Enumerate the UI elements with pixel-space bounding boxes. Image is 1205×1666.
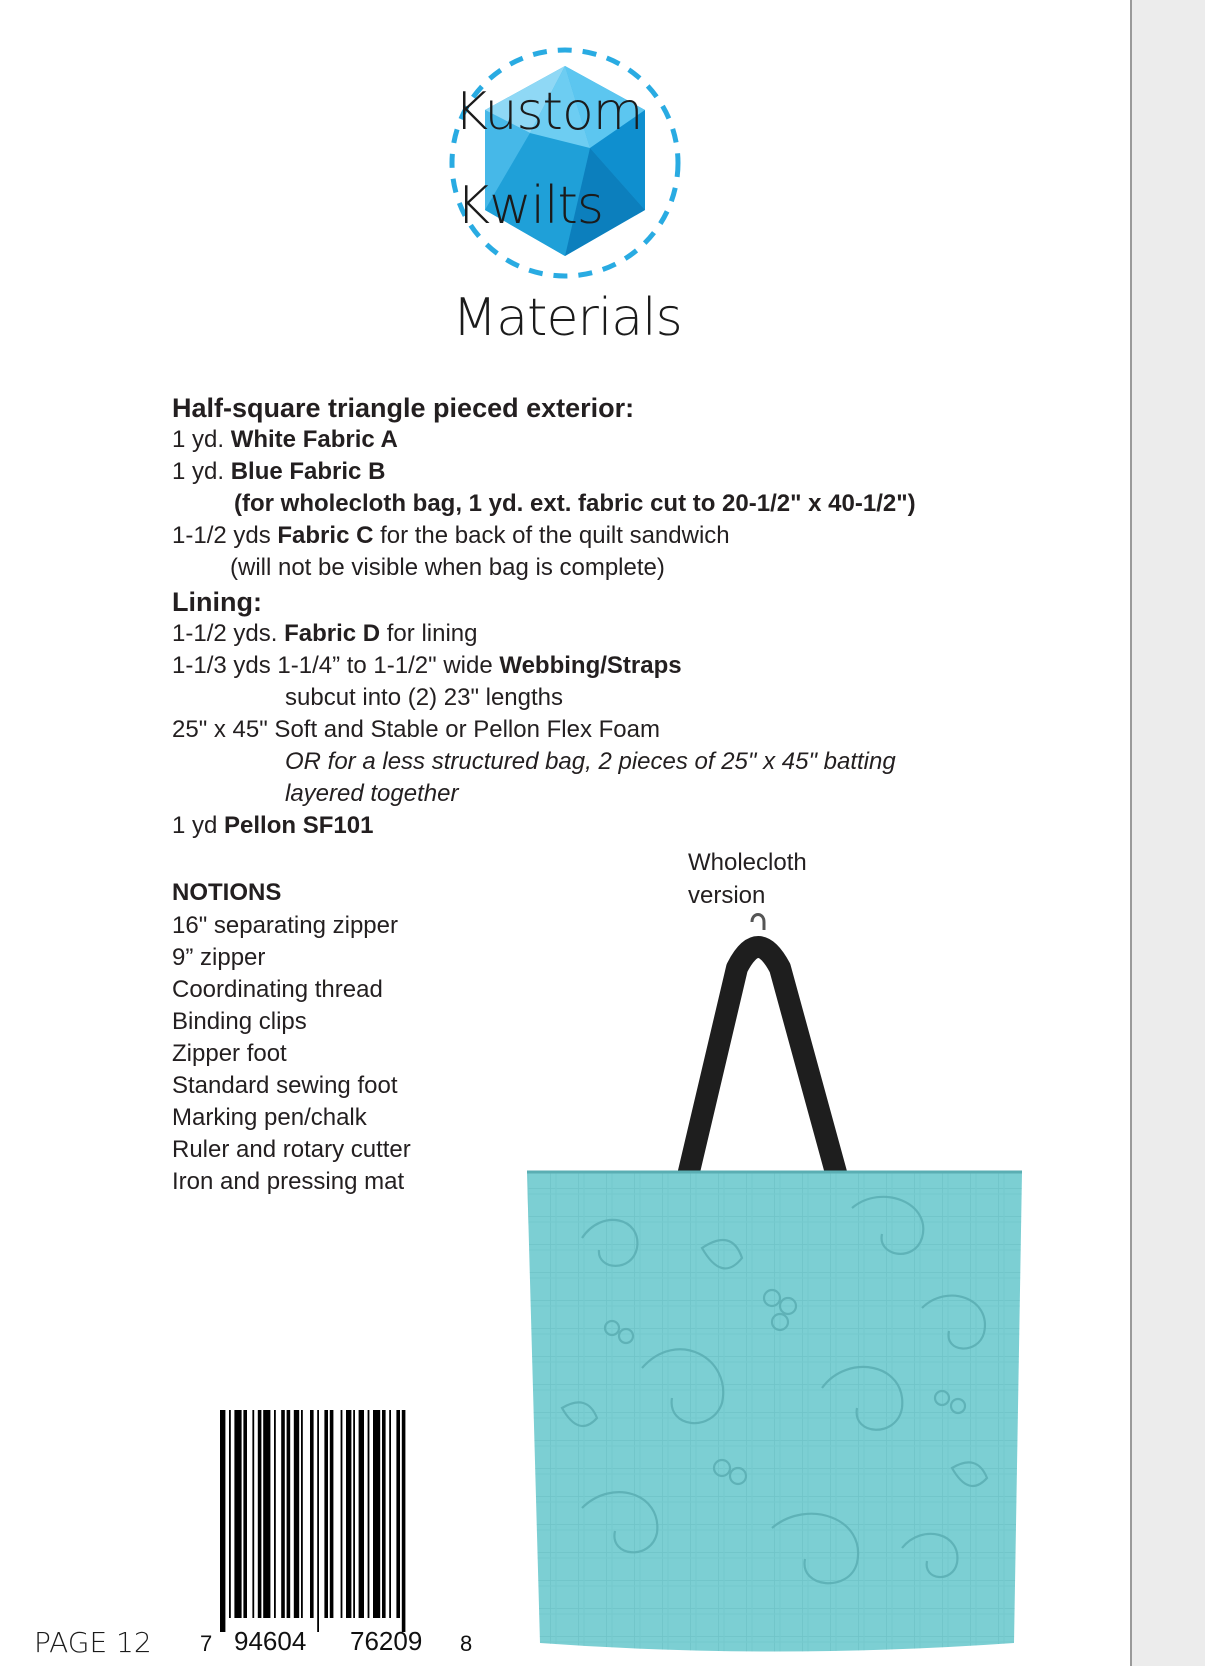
material-note: OR for a less structured bag, 2 pieces of 25" x 45" batting bbox=[285, 748, 896, 775]
exterior-heading: Half-square triangle pieced exterior: bbox=[172, 393, 635, 423]
tote-bag-photo bbox=[522, 908, 1028, 1658]
photo-caption bbox=[688, 846, 807, 912]
lining-heading: Lining: bbox=[172, 587, 262, 617]
barcode-bar bbox=[229, 1410, 231, 1618]
notion-item: Marking pen/chalk bbox=[172, 1104, 367, 1131]
logo-word-kustom: Kustom bbox=[454, 82, 643, 142]
barcode-bar bbox=[301, 1410, 303, 1618]
barcode-digits: 94604 bbox=[234, 1626, 307, 1656]
barcode-bar bbox=[373, 1410, 380, 1618]
material-note: (for wholecloth bag, 1 yd. ext. fabric cut to 20-1/2" x 40-1/2") bbox=[234, 490, 916, 517]
tote-bag-image bbox=[522, 908, 1028, 1658]
page-number: PAGE 12 bbox=[34, 1626, 152, 1659]
notion-item: 9” zipper bbox=[172, 944, 266, 971]
logo-graphic bbox=[440, 38, 690, 288]
barcode-bar bbox=[324, 1410, 328, 1618]
barcode-bar bbox=[396, 1410, 400, 1618]
barcode-bar bbox=[252, 1410, 254, 1618]
notion-item: Coordinating thread bbox=[172, 976, 383, 1003]
material-note: layered together bbox=[285, 780, 459, 807]
barcode bbox=[200, 1410, 490, 1666]
materials-list bbox=[172, 392, 1032, 842]
barcode-bar bbox=[368, 1410, 370, 1618]
barcode-bar bbox=[274, 1410, 276, 1618]
barcode-bar bbox=[389, 1410, 391, 1618]
logo-word-kwilts: Kwilts bbox=[456, 176, 604, 236]
barcode-bar bbox=[220, 1410, 225, 1632]
material-line: 1-1/2 yds. Fabric D for lining bbox=[172, 620, 478, 647]
barcode-bar bbox=[359, 1410, 364, 1618]
material-line: 1 yd. White Fabric A bbox=[172, 426, 398, 453]
barcode-bar bbox=[258, 1410, 262, 1618]
material-note: (will not be visible when bag is complete) bbox=[230, 554, 665, 581]
barcode-bar bbox=[263, 1410, 270, 1618]
barcode-bar bbox=[234, 1410, 241, 1618]
notions-list bbox=[172, 876, 411, 1198]
barcode-bar bbox=[287, 1410, 291, 1618]
barcode-bar bbox=[346, 1410, 351, 1618]
barcode-digits: 76209 bbox=[350, 1626, 423, 1656]
caption-line: version bbox=[688, 882, 766, 909]
barcode-digit: 8 bbox=[460, 1631, 473, 1656]
barcode-bar bbox=[243, 1410, 247, 1618]
kustom-kwilts-logo bbox=[440, 38, 690, 288]
notion-item: Binding clips bbox=[172, 1008, 307, 1035]
notion-item: 16" separating zipper bbox=[172, 912, 398, 939]
barcode-bar bbox=[402, 1410, 406, 1632]
barcode-bar bbox=[317, 1410, 319, 1632]
notion-item: Standard sewing foot bbox=[172, 1072, 398, 1099]
notions-heading: NOTIONS bbox=[172, 879, 282, 906]
barcode-bar bbox=[353, 1410, 355, 1618]
material-line: 1 yd. Blue Fabric B bbox=[172, 458, 386, 485]
notion-item: Ruler and rotary cutter bbox=[172, 1136, 411, 1163]
barcode-bar bbox=[281, 1410, 285, 1618]
material-line: 1-1/3 yds 1-1/4” to 1-1/2" wide Webbing/Straps bbox=[172, 652, 682, 679]
barcode-bar bbox=[310, 1410, 314, 1618]
material-line: 1 yd Pellon SF101 bbox=[172, 812, 374, 839]
material-line: 1-1/2 yds Fabric C for the back of the quilt sandwich bbox=[172, 522, 730, 549]
barcode-digit: 7 bbox=[200, 1631, 213, 1656]
page-edge bbox=[1130, 0, 1205, 1666]
barcode-bar bbox=[330, 1410, 334, 1618]
barcode-bar bbox=[341, 1410, 343, 1618]
material-line: 25" x 45" Soft and Stable or Pellon Flex Foam bbox=[172, 716, 660, 743]
barcode-bar bbox=[294, 1410, 299, 1618]
barcode-bar bbox=[382, 1410, 386, 1618]
caption-line: Wholecloth bbox=[688, 849, 807, 876]
barcode-bars bbox=[200, 1410, 490, 1632]
page-heading: Materials bbox=[452, 288, 682, 348]
notion-item: Iron and pressing mat bbox=[172, 1168, 405, 1195]
material-note: subcut into (2) 23" lengths bbox=[285, 684, 564, 711]
notion-item: Zipper foot bbox=[172, 1040, 287, 1067]
